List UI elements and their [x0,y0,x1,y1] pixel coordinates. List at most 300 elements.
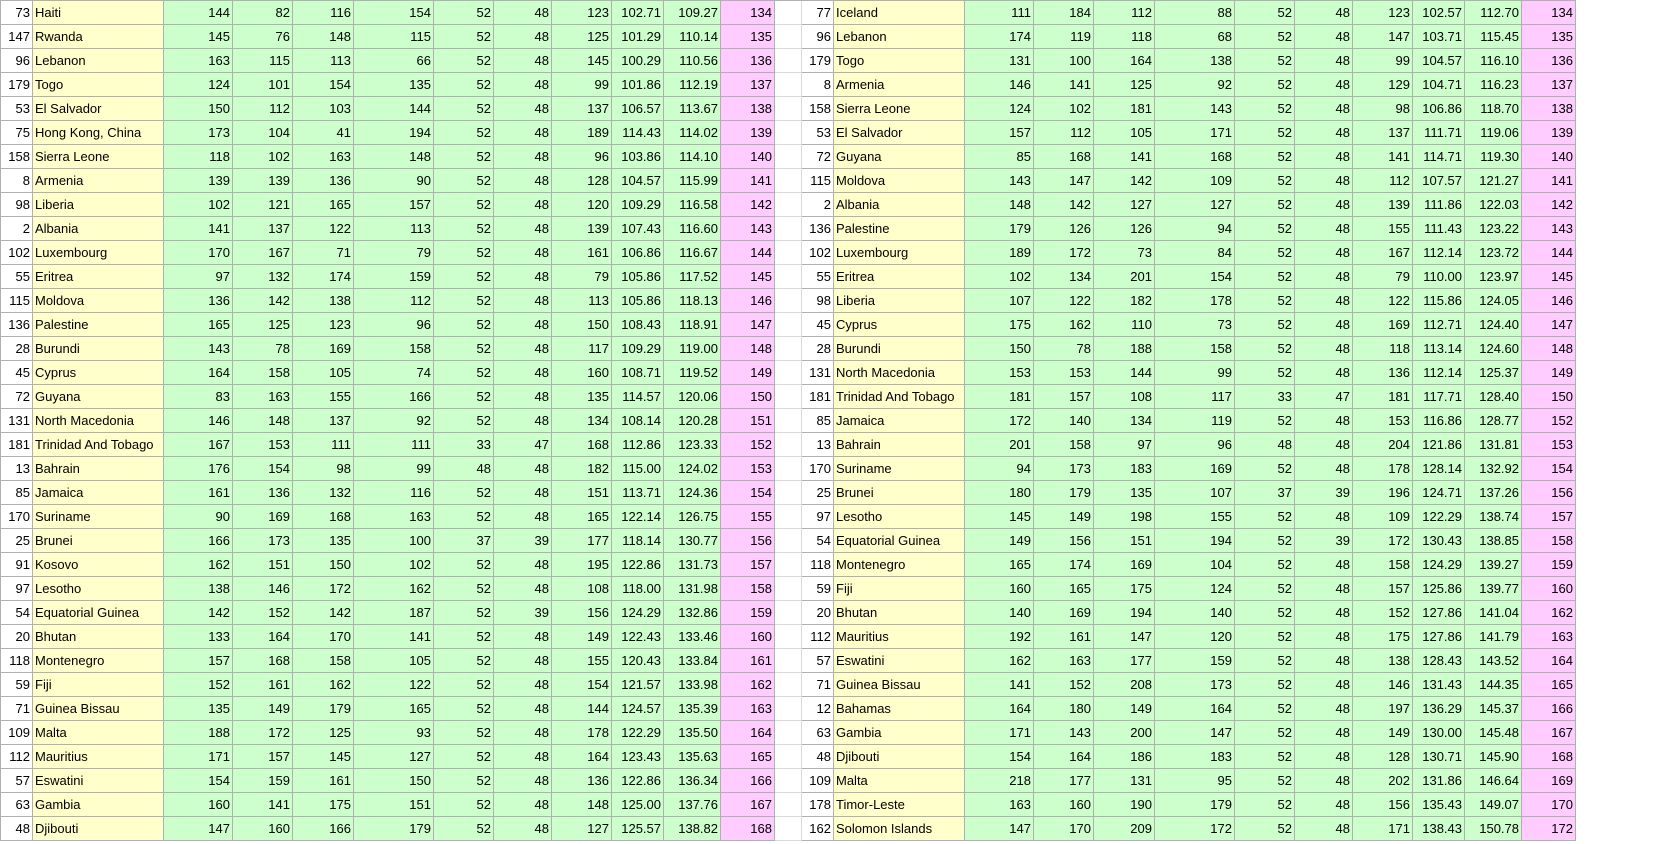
left-value-cell[interactable]: 124 [164,73,233,97]
left-value-cell[interactable]: 48 [494,361,552,385]
left-value-cell[interactable]: 144 [354,97,434,121]
left-value-cell[interactable]: 116 [293,1,354,25]
left-value-cell[interactable]: 142 [233,289,293,313]
left-value-cell[interactable]: 52 [434,217,494,241]
left-value-cell[interactable]: 52 [434,241,494,265]
left-value-cell[interactable]: 79 [354,241,434,265]
right-value-cell[interactable]: 48 [1295,265,1353,289]
right-value-cell[interactable]: 48 [1295,121,1353,145]
right-value-cell[interactable]: 138.85 [1465,529,1522,553]
left-value-cell[interactable]: 160 [233,817,293,841]
left-value-cell[interactable]: 131.98 [664,577,721,601]
left-value-cell[interactable]: 166 [164,529,233,553]
right-row-index-cell[interactable]: 45 [802,313,834,337]
left-value-cell[interactable]: 52 [434,289,494,313]
left-country-name-cell[interactable]: Fiji [33,673,164,697]
left-value-cell[interactable]: 135.63 [664,745,721,769]
right-value-cell[interactable]: 141.79 [1465,625,1522,649]
left-value-cell[interactable]: 39 [494,529,552,553]
left-value-cell[interactable]: 111 [354,433,434,457]
right-value-cell[interactable]: 162 [1034,313,1094,337]
right-row-index-cell[interactable]: 2 [802,193,834,217]
right-row-index-cell[interactable]: 96 [802,25,834,49]
left-value-cell[interactable]: 48 [494,769,552,793]
right-value-cell[interactable]: 175 [965,313,1034,337]
left-value-cell[interactable]: 111 [293,433,354,457]
left-value-cell[interactable]: 169 [293,337,354,361]
right-value-cell[interactable]: 104.71 [1413,73,1465,97]
left-row-index-cell[interactable]: 98 [1,193,33,217]
left-value-cell[interactable]: 52 [434,49,494,73]
left-value-cell[interactable]: 48 [494,241,552,265]
right-row-index-cell[interactable]: 57 [802,649,834,673]
left-row-index-cell[interactable]: 2 [1,217,33,241]
left-value-cell[interactable]: 113 [552,289,612,313]
left-value-cell[interactable]: 161 [552,241,612,265]
empty-spacer-cell[interactable] [775,121,802,145]
right-value-cell[interactable]: 52 [1235,73,1295,97]
right-country-name-cell[interactable]: Brunei [834,481,965,505]
left-rank-cell[interactable]: 164 [721,721,775,745]
empty-spacer-cell[interactable] [775,313,802,337]
left-rank-cell[interactable]: 160 [721,625,775,649]
right-rank-cell[interactable]: 158 [1522,529,1576,553]
empty-spacer-cell[interactable] [775,25,802,49]
right-value-cell[interactable]: 139.27 [1465,553,1522,577]
empty-spacer-cell[interactable] [775,73,802,97]
left-rank-cell[interactable]: 150 [721,385,775,409]
right-value-cell[interactable]: 137 [1353,121,1413,145]
left-value-cell[interactable]: 124.36 [664,481,721,505]
left-row-index-cell[interactable]: 73 [1,1,33,25]
left-value-cell[interactable]: 166 [354,385,434,409]
right-value-cell[interactable]: 73 [1094,241,1155,265]
left-value-cell[interactable]: 96 [552,145,612,169]
right-value-cell[interactable]: 94 [965,457,1034,481]
right-value-cell[interactable]: 160 [1034,793,1094,817]
right-rank-cell[interactable]: 160 [1522,577,1576,601]
left-value-cell[interactable]: 123 [293,313,354,337]
left-value-cell[interactable]: 52 [434,673,494,697]
left-rank-cell[interactable]: 140 [721,145,775,169]
right-value-cell[interactable]: 149.07 [1465,793,1522,817]
right-value-cell[interactable]: 52 [1235,241,1295,265]
right-value-cell[interactable]: 182 [1094,289,1155,313]
right-country-name-cell[interactable]: Lebanon [834,25,965,49]
right-value-cell[interactable]: 178 [1155,289,1235,313]
empty-spacer-cell[interactable] [775,649,802,673]
right-value-cell[interactable]: 95 [1155,769,1235,793]
left-value-cell[interactable]: 168 [293,505,354,529]
left-country-name-cell[interactable]: Hong Kong, China [33,121,164,145]
left-value-cell[interactable]: 154 [354,1,434,25]
right-value-cell[interactable]: 164 [1094,49,1155,73]
left-value-cell[interactable]: 173 [233,529,293,553]
right-value-cell[interactable]: 140 [1034,409,1094,433]
right-value-cell[interactable]: 152 [1034,673,1094,697]
right-value-cell[interactable]: 124.05 [1465,289,1522,313]
left-value-cell[interactable]: 108.14 [612,409,664,433]
right-value-cell[interactable]: 178 [1353,457,1413,481]
left-value-cell[interactable]: 112 [354,289,434,313]
empty-spacer-cell[interactable] [775,793,802,817]
left-value-cell[interactable]: 106.57 [612,97,664,121]
left-value-cell[interactable]: 161 [293,769,354,793]
empty-spacer-cell[interactable] [775,769,802,793]
right-value-cell[interactable]: 73 [1155,313,1235,337]
left-value-cell[interactable]: 170 [164,241,233,265]
left-value-cell[interactable]: 52 [434,601,494,625]
left-rank-cell[interactable]: 145 [721,265,775,289]
right-value-cell[interactable]: 48 [1295,241,1353,265]
left-rank-cell[interactable]: 158 [721,577,775,601]
left-value-cell[interactable]: 99 [354,457,434,481]
left-country-name-cell[interactable]: Palestine [33,313,164,337]
left-value-cell[interactable]: 122.86 [612,769,664,793]
left-country-name-cell[interactable]: Bahrain [33,457,164,481]
right-value-cell[interactable]: 156 [1353,793,1413,817]
left-value-cell[interactable]: 48 [494,385,552,409]
right-value-cell[interactable]: 122.03 [1465,193,1522,217]
right-rank-cell[interactable]: 170 [1522,793,1576,817]
left-value-cell[interactable]: 125 [552,25,612,49]
right-value-cell[interactable]: 138.74 [1465,505,1522,529]
left-value-cell[interactable]: 48 [494,409,552,433]
right-value-cell[interactable]: 127.86 [1413,601,1465,625]
right-value-cell[interactable]: 52 [1235,697,1295,721]
left-value-cell[interactable]: 109.29 [612,337,664,361]
left-value-cell[interactable]: 108 [552,577,612,601]
right-value-cell[interactable]: 190 [1094,793,1155,817]
right-value-cell[interactable]: 165 [1034,577,1094,601]
right-value-cell[interactable]: 142 [1034,193,1094,217]
right-value-cell[interactable]: 183 [1094,457,1155,481]
right-country-name-cell[interactable]: Liberia [834,289,965,313]
left-value-cell[interactable]: 52 [434,649,494,673]
right-value-cell[interactable]: 129 [1353,73,1413,97]
left-value-cell[interactable]: 78 [233,337,293,361]
right-value-cell[interactable]: 139.77 [1465,577,1522,601]
right-rank-cell[interactable]: 147 [1522,313,1576,337]
left-rank-cell[interactable]: 137 [721,73,775,97]
left-value-cell[interactable]: 152 [164,673,233,697]
left-value-cell[interactable]: 164 [233,625,293,649]
right-value-cell[interactable]: 48 [1295,409,1353,433]
left-country-name-cell[interactable]: Mauritius [33,745,164,769]
left-value-cell[interactable]: 102 [164,193,233,217]
right-value-cell[interactable]: 52 [1235,313,1295,337]
right-value-cell[interactable]: 52 [1235,673,1295,697]
left-value-cell[interactable]: 160 [552,361,612,385]
left-row-index-cell[interactable]: 20 [1,625,33,649]
left-value-cell[interactable]: 194 [354,121,434,145]
left-country-name-cell[interactable]: Djibouti [33,817,164,841]
left-value-cell[interactable]: 52 [434,577,494,601]
right-value-cell[interactable]: 52 [1235,193,1295,217]
right-value-cell[interactable]: 117.71 [1413,385,1465,409]
right-row-index-cell[interactable]: 72 [802,145,834,169]
right-value-cell[interactable]: 164 [1034,745,1094,769]
left-rank-cell[interactable]: 134 [721,1,775,25]
right-value-cell[interactable]: 132.92 [1465,457,1522,481]
left-value-cell[interactable]: 145 [164,25,233,49]
right-value-cell[interactable]: 48 [1295,361,1353,385]
left-value-cell[interactable]: 109.27 [664,1,721,25]
left-value-cell[interactable]: 163 [354,505,434,529]
left-country-name-cell[interactable]: Sierra Leone [33,145,164,169]
right-row-index-cell[interactable]: 162 [802,817,834,841]
left-value-cell[interactable]: 136 [552,769,612,793]
right-value-cell[interactable]: 52 [1235,49,1295,73]
left-value-cell[interactable]: 48 [494,217,552,241]
left-value-cell[interactable]: 124.29 [612,601,664,625]
right-value-cell[interactable]: 157 [965,121,1034,145]
right-value-cell[interactable]: 184 [1034,1,1094,25]
right-value-cell[interactable]: 118 [1353,337,1413,361]
left-value-cell[interactable]: 156 [552,601,612,625]
right-country-name-cell[interactable]: Malta [834,769,965,793]
left-value-cell[interactable]: 133.46 [664,625,721,649]
left-rank-cell[interactable]: 161 [721,649,775,673]
left-value-cell[interactable]: 138.82 [664,817,721,841]
left-row-index-cell[interactable]: 48 [1,817,33,841]
right-value-cell[interactable]: 48 [1235,433,1295,457]
left-row-index-cell[interactable]: 115 [1,289,33,313]
right-value-cell[interactable]: 189 [965,241,1034,265]
right-country-name-cell[interactable]: Trinidad And Tobago [834,385,965,409]
left-country-name-cell[interactable]: Guinea Bissau [33,697,164,721]
left-value-cell[interactable]: 135.50 [664,721,721,745]
left-rank-cell[interactable]: 142 [721,193,775,217]
right-country-name-cell[interactable]: Togo [834,49,965,73]
empty-spacer-cell[interactable] [775,745,802,769]
right-value-cell[interactable]: 39 [1295,529,1353,553]
right-value-cell[interactable]: 78 [1034,337,1094,361]
right-row-index-cell[interactable]: 77 [802,1,834,25]
right-value-cell[interactable]: 52 [1235,121,1295,145]
right-value-cell[interactable]: 119.30 [1465,145,1522,169]
left-value-cell[interactable]: 110.14 [664,25,721,49]
right-country-name-cell[interactable]: Solomon Islands [834,817,965,841]
left-value-cell[interactable]: 152 [233,601,293,625]
left-value-cell[interactable]: 105 [293,361,354,385]
right-value-cell[interactable]: 208 [1094,673,1155,697]
left-value-cell[interactable]: 52 [434,745,494,769]
right-value-cell[interactable]: 156 [1034,529,1094,553]
right-value-cell[interactable]: 169 [1155,457,1235,481]
left-value-cell[interactable]: 114.57 [612,385,664,409]
left-value-cell[interactable]: 119.00 [664,337,721,361]
right-value-cell[interactable]: 137.26 [1465,481,1522,505]
left-value-cell[interactable]: 163 [293,145,354,169]
right-row-index-cell[interactable]: 12 [802,697,834,721]
right-value-cell[interactable]: 172 [1155,817,1235,841]
right-country-name-cell[interactable]: Jamaica [834,409,965,433]
left-value-cell[interactable]: 135 [164,697,233,721]
left-value-cell[interactable]: 139 [552,217,612,241]
right-value-cell[interactable]: 154 [965,745,1034,769]
left-value-cell[interactable]: 149 [552,625,612,649]
right-value-cell[interactable]: 141.04 [1465,601,1522,625]
right-row-index-cell[interactable]: 55 [802,265,834,289]
left-rank-cell[interactable]: 153 [721,457,775,481]
right-row-index-cell[interactable]: 118 [802,553,834,577]
right-row-index-cell[interactable]: 48 [802,745,834,769]
left-value-cell[interactable]: 150 [354,769,434,793]
left-value-cell[interactable]: 135.39 [664,697,721,721]
left-value-cell[interactable]: 158 [233,361,293,385]
left-value-cell[interactable]: 150 [552,313,612,337]
left-value-cell[interactable]: 117 [552,337,612,361]
empty-spacer-cell[interactable] [775,721,802,745]
right-value-cell[interactable]: 168 [1155,145,1235,169]
left-value-cell[interactable]: 144 [552,697,612,721]
left-country-name-cell[interactable]: Jamaica [33,481,164,505]
right-value-cell[interactable]: 115.86 [1413,289,1465,313]
left-value-cell[interactable]: 122.29 [612,721,664,745]
left-value-cell[interactable]: 48 [494,73,552,97]
left-country-name-cell[interactable]: Guyana [33,385,164,409]
left-value-cell[interactable]: 138 [164,577,233,601]
right-value-cell[interactable]: 157 [1034,385,1094,409]
right-value-cell[interactable]: 188 [1094,337,1155,361]
right-value-cell[interactable]: 163 [1034,649,1094,673]
left-value-cell[interactable]: 175 [293,793,354,817]
left-value-cell[interactable]: 114.02 [664,121,721,145]
left-value-cell[interactable]: 52 [434,769,494,793]
right-rank-cell[interactable]: 148 [1522,337,1576,361]
left-value-cell[interactable]: 151 [552,481,612,505]
right-value-cell[interactable]: 96 [1155,433,1235,457]
left-row-index-cell[interactable]: 45 [1,361,33,385]
left-value-cell[interactable]: 115.00 [612,457,664,481]
left-value-cell[interactable]: 151 [354,793,434,817]
left-value-cell[interactable]: 120.28 [664,409,721,433]
left-value-cell[interactable]: 154 [233,457,293,481]
right-rank-cell[interactable]: 150 [1522,385,1576,409]
left-country-name-cell[interactable]: Equatorial Guinea [33,601,164,625]
right-rank-cell[interactable]: 169 [1522,769,1576,793]
right-value-cell[interactable]: 48 [1295,457,1353,481]
left-value-cell[interactable]: 118.14 [612,529,664,553]
right-value-cell[interactable]: 169 [1353,313,1413,337]
left-value-cell[interactable]: 147 [164,817,233,841]
right-country-name-cell[interactable]: Albania [834,193,965,217]
left-country-name-cell[interactable]: Armenia [33,169,164,193]
left-value-cell[interactable]: 141 [233,793,293,817]
right-value-cell[interactable]: 68 [1155,25,1235,49]
left-value-cell[interactable]: 37 [434,529,494,553]
right-row-index-cell[interactable]: 178 [802,793,834,817]
left-value-cell[interactable]: 157 [233,745,293,769]
left-value-cell[interactable]: 93 [354,721,434,745]
right-row-index-cell[interactable]: 13 [802,433,834,457]
left-value-cell[interactable]: 33 [434,433,494,457]
right-value-cell[interactable]: 141 [1034,73,1094,97]
right-value-cell[interactable]: 128.40 [1465,385,1522,409]
left-value-cell[interactable]: 113 [354,217,434,241]
left-value-cell[interactable]: 167 [164,433,233,457]
right-rank-cell[interactable]: 168 [1522,745,1576,769]
right-value-cell[interactable]: 106.86 [1413,97,1465,121]
right-value-cell[interactable]: 48 [1295,97,1353,121]
left-value-cell[interactable]: 137 [233,217,293,241]
left-value-cell[interactable]: 48 [434,457,494,481]
right-rank-cell[interactable]: 157 [1522,505,1576,529]
right-value-cell[interactable]: 183 [1155,745,1235,769]
right-row-index-cell[interactable]: 63 [802,721,834,745]
right-country-name-cell[interactable]: Guyana [834,145,965,169]
right-value-cell[interactable]: 145.90 [1465,745,1522,769]
left-value-cell[interactable]: 179 [293,697,354,721]
left-value-cell[interactable]: 102.71 [612,1,664,25]
right-value-cell[interactable]: 119.06 [1465,121,1522,145]
right-value-cell[interactable]: 48 [1295,697,1353,721]
right-value-cell[interactable]: 138 [1353,649,1413,673]
left-country-name-cell[interactable]: Kosovo [33,553,164,577]
right-country-name-cell[interactable]: Palestine [834,217,965,241]
right-value-cell[interactable]: 126 [1094,217,1155,241]
left-value-cell[interactable]: 48 [494,1,552,25]
right-value-cell[interactable]: 198 [1094,505,1155,529]
right-value-cell[interactable]: 85 [965,145,1034,169]
right-value-cell[interactable]: 48 [1295,1,1353,25]
left-value-cell[interactable]: 164 [552,745,612,769]
left-value-cell[interactable]: 160 [164,793,233,817]
right-value-cell[interactable]: 112.71 [1413,313,1465,337]
left-rank-cell[interactable]: 166 [721,769,775,793]
right-value-cell[interactable]: 147 [965,817,1034,841]
left-value-cell[interactable]: 48 [494,577,552,601]
right-value-cell[interactable]: 52 [1235,97,1295,121]
right-country-name-cell[interactable]: Bhutan [834,601,965,625]
left-row-index-cell[interactable]: 170 [1,505,33,529]
right-value-cell[interactable]: 52 [1235,721,1295,745]
left-value-cell[interactable]: 161 [233,673,293,697]
right-value-cell[interactable]: 149 [1094,697,1155,721]
right-value-cell[interactable]: 179 [965,217,1034,241]
right-value-cell[interactable]: 136 [1353,361,1413,385]
left-value-cell[interactable]: 99 [552,73,612,97]
left-value-cell[interactable]: 48 [494,817,552,841]
empty-spacer-cell[interactable] [775,145,802,169]
left-value-cell[interactable]: 123 [552,1,612,25]
right-value-cell[interactable]: 122 [1034,289,1094,313]
right-value-cell[interactable]: 99 [1353,49,1413,73]
right-value-cell[interactable]: 147 [1155,721,1235,745]
right-value-cell[interactable]: 172 [1353,529,1413,553]
left-value-cell[interactable]: 52 [434,337,494,361]
left-value-cell[interactable]: 146 [164,409,233,433]
left-value-cell[interactable]: 48 [494,49,552,73]
left-value-cell[interactable]: 71 [293,241,354,265]
right-value-cell[interactable]: 146.64 [1465,769,1522,793]
right-value-cell[interactable]: 47 [1295,385,1353,409]
left-value-cell[interactable]: 118.13 [664,289,721,313]
left-value-cell[interactable]: 132.86 [664,601,721,625]
left-value-cell[interactable]: 188 [164,721,233,745]
left-value-cell[interactable]: 136.34 [664,769,721,793]
left-value-cell[interactable]: 52 [434,1,494,25]
left-value-cell[interactable]: 116.67 [664,241,721,265]
left-value-cell[interactable]: 74 [354,361,434,385]
left-value-cell[interactable]: 52 [434,505,494,529]
left-value-cell[interactable]: 118 [164,145,233,169]
left-rank-cell[interactable]: 154 [721,481,775,505]
left-value-cell[interactable]: 98 [293,457,354,481]
left-value-cell[interactable]: 115.99 [664,169,721,193]
right-value-cell[interactable]: 173 [1155,673,1235,697]
